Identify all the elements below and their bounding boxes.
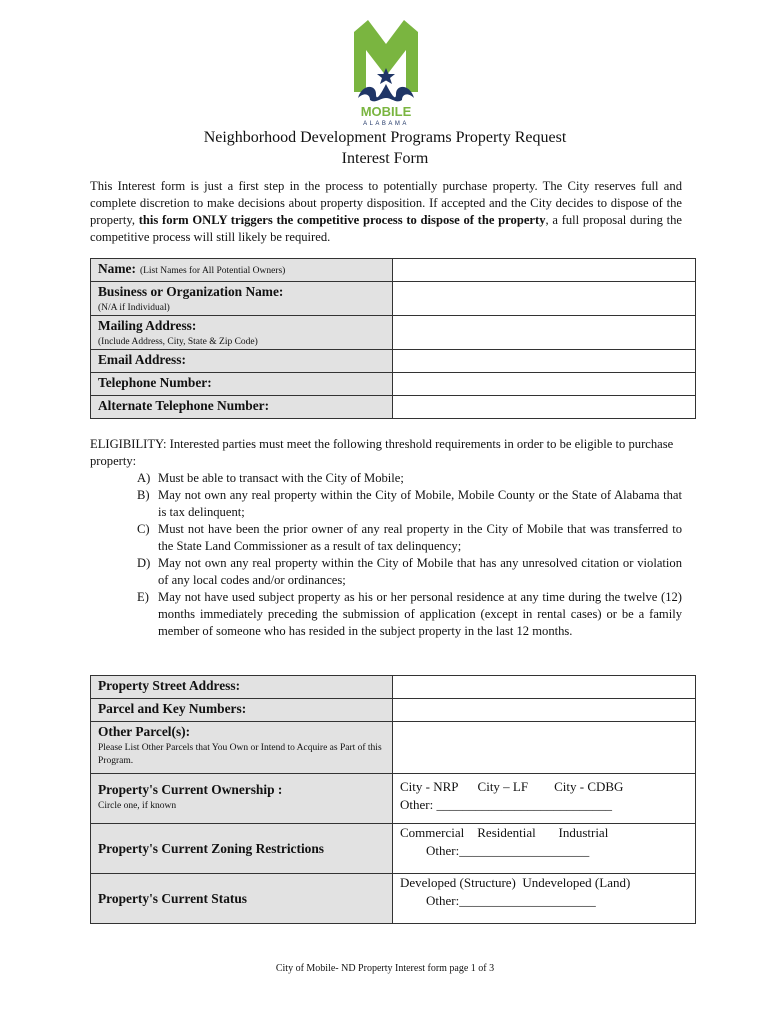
ownership-options-cell[interactable] — [393, 774, 696, 824]
table-row — [91, 396, 696, 419]
intro-paragraph — [90, 178, 682, 246]
logo-mobile-text: MOBILE — [360, 104, 412, 119]
table-row — [91, 373, 696, 396]
email-field[interactable] — [393, 350, 696, 373]
ownership-other[interactable]: Other: ___________________________ — [400, 797, 612, 812]
business-note: (N/A if Individual) — [98, 303, 170, 313]
eligibility-intro-text: Interested parties must meet the following threshold requirements in order to be eligible to purchase property: — [90, 437, 674, 468]
table-row — [91, 824, 696, 874]
alt-telephone-field[interactable] — [393, 396, 696, 419]
list-item — [137, 487, 682, 521]
table-row — [91, 874, 696, 924]
parcel-numbers-field[interactable] — [393, 699, 696, 722]
zoning-label: Property's Current Zoning Restrictions — [98, 840, 325, 856]
table-row — [91, 699, 696, 722]
telephone-label-cell — [91, 373, 393, 396]
list-item — [137, 589, 682, 640]
table-row — [91, 259, 696, 282]
name-note: (List Names for All Potential Owners) — [139, 266, 286, 276]
mobile-alabama-logo — [346, 18, 426, 126]
ownership-label: Property's Current Ownership : — [98, 782, 283, 797]
zoning-options-cell[interactable] — [393, 824, 696, 874]
table-row — [91, 774, 696, 824]
zoning-options[interactable]: Commercial Residential Industrial — [400, 825, 609, 840]
zoning-label-cell — [91, 824, 393, 874]
status-label-cell — [91, 874, 393, 924]
logo-m-shape — [354, 20, 418, 92]
business-label-cell — [91, 282, 393, 316]
page-footer: City of Mobile- ND Property Interest form page 1 of 3 — [275, 963, 495, 974]
mailing-address-field[interactable] — [393, 316, 696, 350]
table-row — [91, 316, 696, 350]
intro-text-before: This Interest form is just a first step in the process to potentially purchase property. The City reserves full and complete discretion to make decisions about property disposition. If accepted and the City decides to dispose of the property, — [90, 179, 682, 227]
email-label-cell — [91, 350, 393, 373]
name-label: Name: — [98, 261, 136, 276]
applicant-info-table — [90, 258, 696, 419]
list-item — [137, 521, 682, 555]
street-label: Property Street Address: — [98, 678, 241, 693]
table-row — [91, 350, 696, 373]
list-item — [137, 555, 682, 589]
list-item-text: May not own any real property within the City of Mobile, Mobile County or the State of Alabama that is tax delinquent; — [158, 488, 682, 519]
list-item-text: May not have used subject property as his or her personal residence at any time during the twelve (12) months immediately preceding the submission of application (except in rental cases) or be a family member of someone who has resided in the subject property in the last 12 months. — [158, 590, 682, 638]
street-label-cell — [91, 676, 393, 699]
alt-telephone-label: Alternate Telephone Number: — [98, 398, 270, 413]
intro-text-after: , a full proposal during the competitive process will still likely be required. — [90, 213, 682, 244]
other-parcels-label-cell — [91, 722, 393, 774]
list-item-text: Must not have been the prior owner of any real property in the City of Mobile that was transferred to the State Land Commissioner as a result of tax delinquency; — [158, 522, 682, 553]
business-label: Business or Organization Name: — [98, 284, 284, 299]
parcel-label-cell — [91, 699, 393, 722]
street-address-field[interactable] — [393, 676, 696, 699]
title-line-2: Interest Form — [341, 150, 429, 167]
eligibility-list — [137, 470, 682, 640]
ownership-label-cell — [91, 774, 393, 824]
status-options-cell[interactable] — [393, 874, 696, 924]
telephone-label: Telephone Number: — [98, 375, 212, 390]
mailing-note: (Include Address, City, State & Zip Code) — [98, 337, 258, 347]
telephone-field[interactable] — [393, 373, 696, 396]
status-label: Property's Current Status — [98, 890, 248, 906]
ownership-note: Circle one, if known — [98, 801, 177, 811]
list-item-text: Must be able to transact with the City of Mobile; — [158, 471, 404, 485]
list-item-letter: C) — [137, 522, 150, 536]
logo-star — [377, 68, 395, 84]
ownership-options[interactable]: City - NRP City – LF City - CDBG — [400, 779, 624, 794]
eligibility-heading: ELIGIBILITY: — [90, 437, 167, 451]
alt-telephone-label-cell — [91, 396, 393, 419]
logo-alabama-text: ALABAMA — [363, 121, 409, 126]
list-item-letter: B) — [137, 488, 150, 502]
name-label-cell — [91, 259, 393, 282]
name-field[interactable] — [393, 259, 696, 282]
logo-wave — [358, 84, 414, 101]
list-item-letter: D) — [137, 556, 151, 570]
status-options[interactable]: Developed (Structure) Undeveloped (Land) — [400, 875, 631, 890]
title-line-1: Neighborhood Development Programs Property Request — [203, 129, 567, 146]
status-other[interactable]: Other:_____________________ — [400, 893, 596, 908]
other-parcels-label: Other Parcel(s): — [98, 724, 191, 739]
mailing-label-cell — [91, 316, 393, 350]
email-label: Email Address: — [98, 352, 186, 367]
other-parcels-field[interactable] — [393, 722, 696, 774]
eligibility-intro — [90, 436, 682, 470]
zoning-other[interactable]: Other:____________________ — [400, 843, 590, 858]
property-info-table — [90, 675, 696, 924]
parcel-label: Parcel and Key Numbers: — [98, 701, 247, 716]
table-row — [91, 676, 696, 699]
list-item-letter: A) — [137, 471, 151, 485]
other-parcels-note: Please List Other Parcels that You Own or Intend to Acquire as Part of this Program. — [98, 743, 382, 766]
table-row — [91, 722, 696, 774]
list-item-text: May not own any real property within the City of Mobile that has any unresolved citation or violation of any local codes and/or ordinances; — [158, 556, 682, 587]
list-item-letter: E) — [137, 590, 149, 604]
list-item — [137, 470, 682, 487]
business-field[interactable] — [393, 282, 696, 316]
mailing-label: Mailing Address: — [98, 318, 197, 333]
table-row — [91, 282, 696, 316]
eligibility-section — [90, 436, 682, 640]
page-title — [0, 127, 770, 169]
intro-text-bold: this form ONLY triggers the competitive process to dispose of the property — [138, 213, 546, 227]
